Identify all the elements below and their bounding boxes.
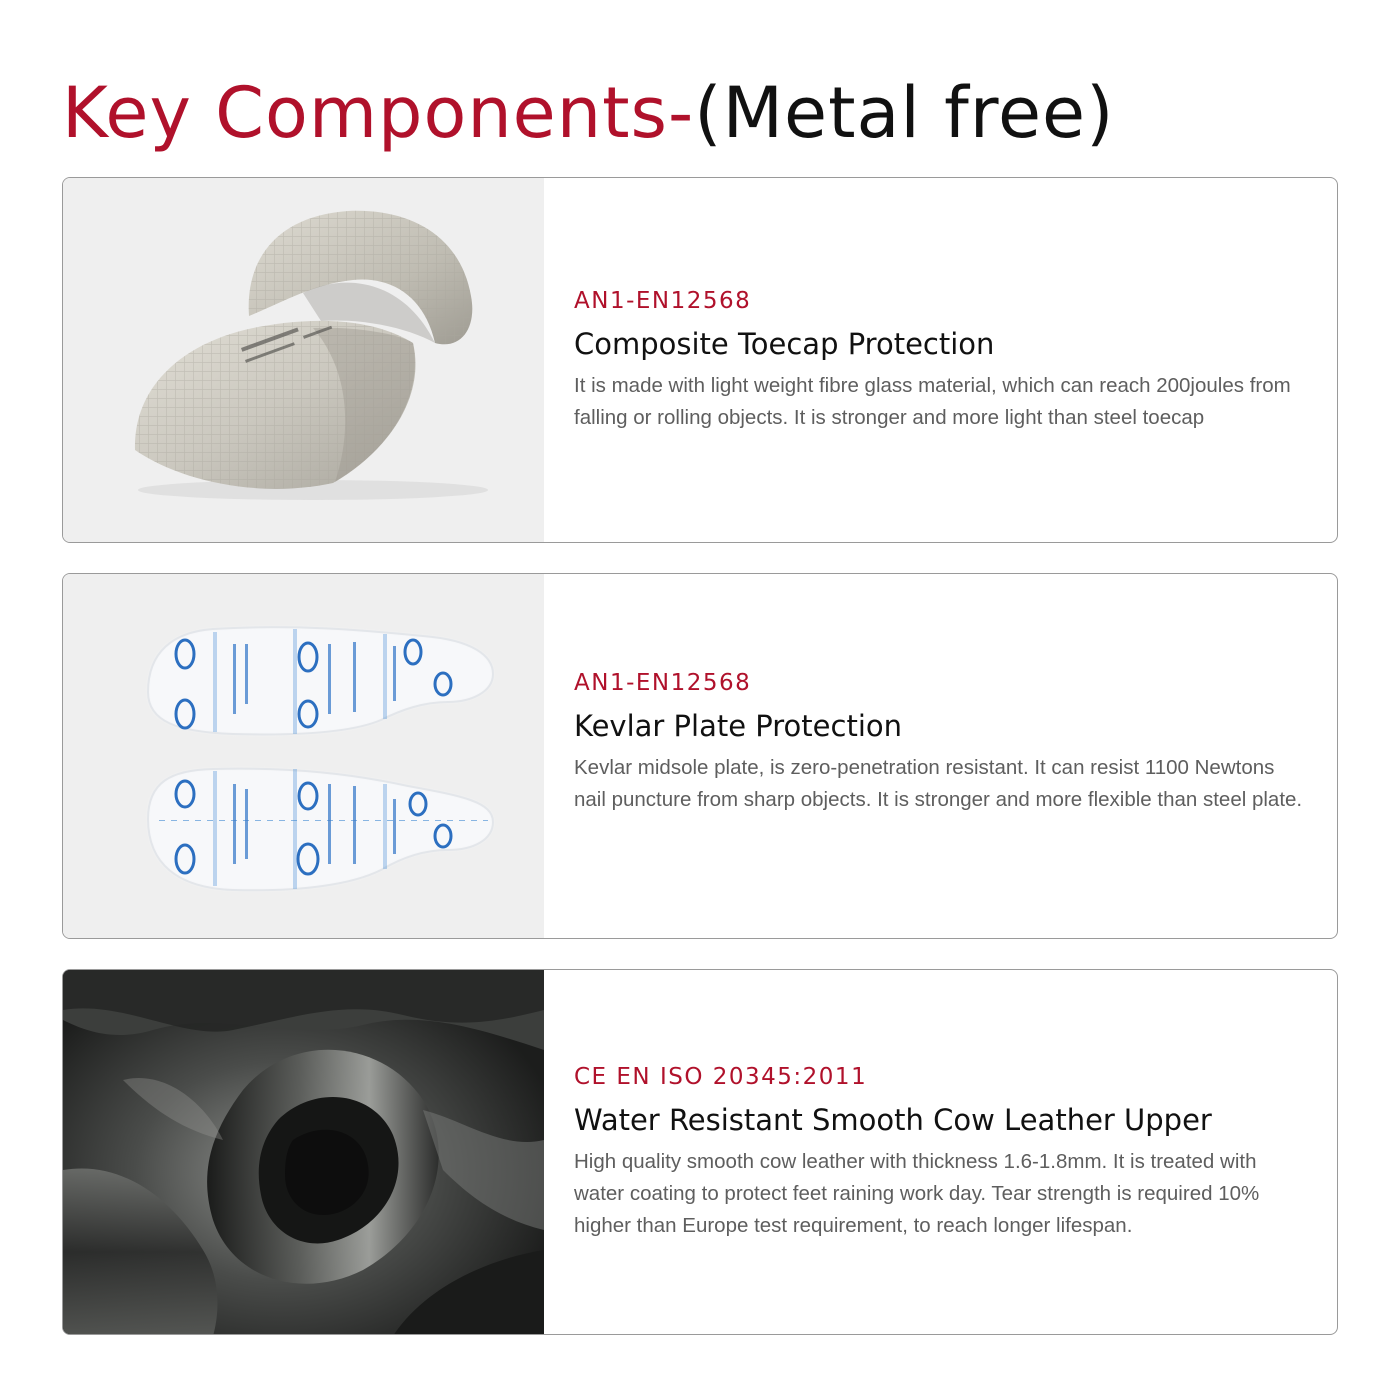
kevlar-insole-plates-photo — [63, 574, 544, 938]
component-heading: Kevlar Plate Protection — [574, 709, 903, 743]
page-title-rest: (Metal free) — [694, 72, 1115, 154]
component-description: High quality smooth cow leather with thickness 1.6-1.8mm. It is treated with water coating to protect feet raining work day. Tear strength is required 10% higher than Europe test requirement, to reach longer lifespan. — [574, 1150, 1260, 1237]
component-card-leather — [62, 969, 1338, 1335]
page-title — [62, 68, 1114, 158]
composite-toecap-photo — [63, 178, 544, 542]
component-heading: Water Resistant Smooth Cow Leather Upper — [574, 1103, 1212, 1137]
component-standard: AN1-EN12568 — [574, 288, 752, 314]
component-text-leather — [574, 1062, 1309, 1242]
component-text-toecap — [574, 286, 1309, 434]
component-text-kevlar — [574, 668, 1309, 816]
component-description: Kevlar midsole plate, is zero-penetration resistant. It can resist 1100 Newtons nail puncture from sharp objects. It is stronger and more flexible than steel plate. — [574, 756, 1303, 811]
component-card-kevlar — [62, 573, 1338, 939]
component-description: It is made with light weight fibre glass material, which can reach 200joules from falling or rolling objects. It is stronger and more light than steel toecap — [574, 374, 1291, 429]
component-standard: AN1-EN12568 — [574, 670, 752, 696]
component-standard: CE EN ISO 20345:2011 — [574, 1064, 868, 1090]
component-heading: Composite Toecap Protection — [574, 327, 995, 361]
page-title-accent: Key Components- — [62, 72, 695, 154]
black-leather-photo — [63, 970, 544, 1334]
component-card-toecap — [62, 177, 1338, 543]
